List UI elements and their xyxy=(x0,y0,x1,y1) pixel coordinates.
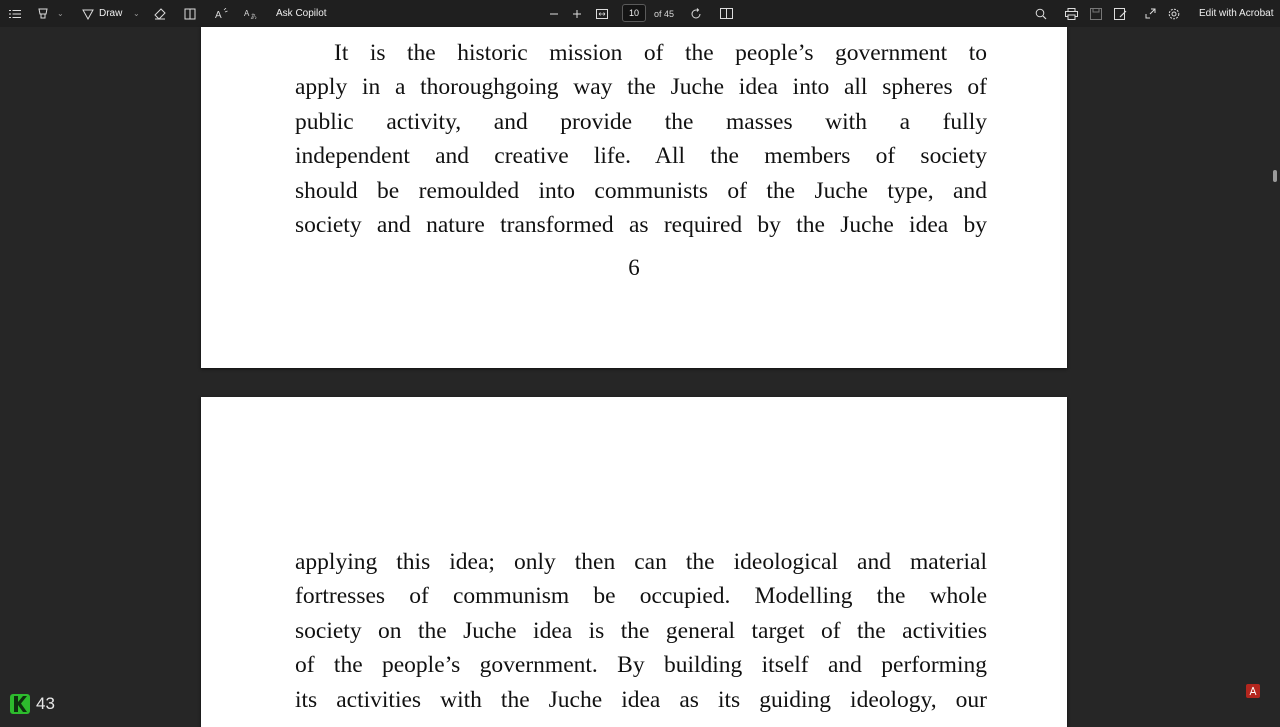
rotate-icon[interactable] xyxy=(689,0,703,27)
zoom-in-icon[interactable] xyxy=(570,0,584,27)
svg-text:A: A xyxy=(214,10,222,19)
text-line: its activities with the Juche idea as its guiding ideology, our xyxy=(295,687,987,713)
draw-icon[interactable] xyxy=(81,0,95,27)
pdf-page xyxy=(201,397,1067,727)
highlight-dropdown-chevron-icon[interactable]: ⌄ xyxy=(57,9,64,18)
k-logo-icon xyxy=(10,694,30,714)
text-line: apply in a thoroughgoing way the Juche idea into all spheres of xyxy=(295,74,987,100)
svg-text:あ: あ xyxy=(249,14,257,19)
contents-icon[interactable] xyxy=(7,0,23,27)
erase-icon[interactable] xyxy=(153,0,167,27)
highlight-icon[interactable] xyxy=(35,0,51,27)
read-aloud-icon[interactable] xyxy=(213,0,229,27)
save-icon[interactable] xyxy=(1089,0,1103,27)
text-line: It is the historic mission of the people’s government to xyxy=(334,40,987,66)
ask-copilot-label: Ask Copilot xyxy=(276,8,327,19)
acrobat-icon[interactable] xyxy=(1246,684,1260,698)
draw-dropdown-chevron-icon[interactable]: ⌄ xyxy=(133,9,140,18)
text-line: society on the Juche idea is the general target of the activities xyxy=(295,618,987,644)
pdf-page xyxy=(201,27,1067,368)
page-view-icon[interactable] xyxy=(183,0,197,27)
edit-with-acrobat-label: Edit with Acrobat xyxy=(1199,8,1274,19)
text-line: of the people’s government. By building itself and performing xyxy=(295,652,987,678)
scrollbar-thumb[interactable] xyxy=(1273,170,1277,182)
page-number: 6 xyxy=(628,255,640,280)
draw-button[interactable] xyxy=(99,0,127,27)
save-as-icon[interactable] xyxy=(1113,0,1127,27)
text-line: fortresses of communism be occupied. Modelling the whole xyxy=(295,583,987,609)
page-total: of 45 xyxy=(654,8,675,19)
zoom-out-icon[interactable] xyxy=(547,0,561,27)
overlay-badge xyxy=(10,693,55,715)
text-line: should be remoulded into communists of the Juche type, and xyxy=(295,178,987,204)
translate-icon[interactable] xyxy=(242,0,258,27)
print-icon[interactable] xyxy=(1064,0,1078,27)
page-number-input[interactable] xyxy=(622,4,646,22)
text-line: independent and creative life. All the members of society xyxy=(295,143,987,169)
ask-copilot-button[interactable] xyxy=(276,0,328,27)
text-line: public activity, and provide the masses with a fully xyxy=(295,109,987,135)
fit-page-icon[interactable] xyxy=(595,0,609,27)
pdf-toolbar xyxy=(0,0,1280,27)
text-line: society and nature transformed as required by the Juche idea by xyxy=(295,212,987,238)
badge-count: 43 xyxy=(36,694,55,713)
search-icon[interactable] xyxy=(1034,0,1048,27)
edit-with-acrobat-button[interactable] xyxy=(1199,0,1273,27)
svg-text:A: A xyxy=(243,9,249,18)
draw-label: Draw xyxy=(99,8,123,19)
text-line: applying this idea; only then can the ideological and material xyxy=(295,549,987,575)
settings-icon[interactable] xyxy=(1167,0,1181,27)
fullscreen-icon[interactable] xyxy=(1143,0,1157,27)
two-page-icon[interactable] xyxy=(718,0,734,27)
